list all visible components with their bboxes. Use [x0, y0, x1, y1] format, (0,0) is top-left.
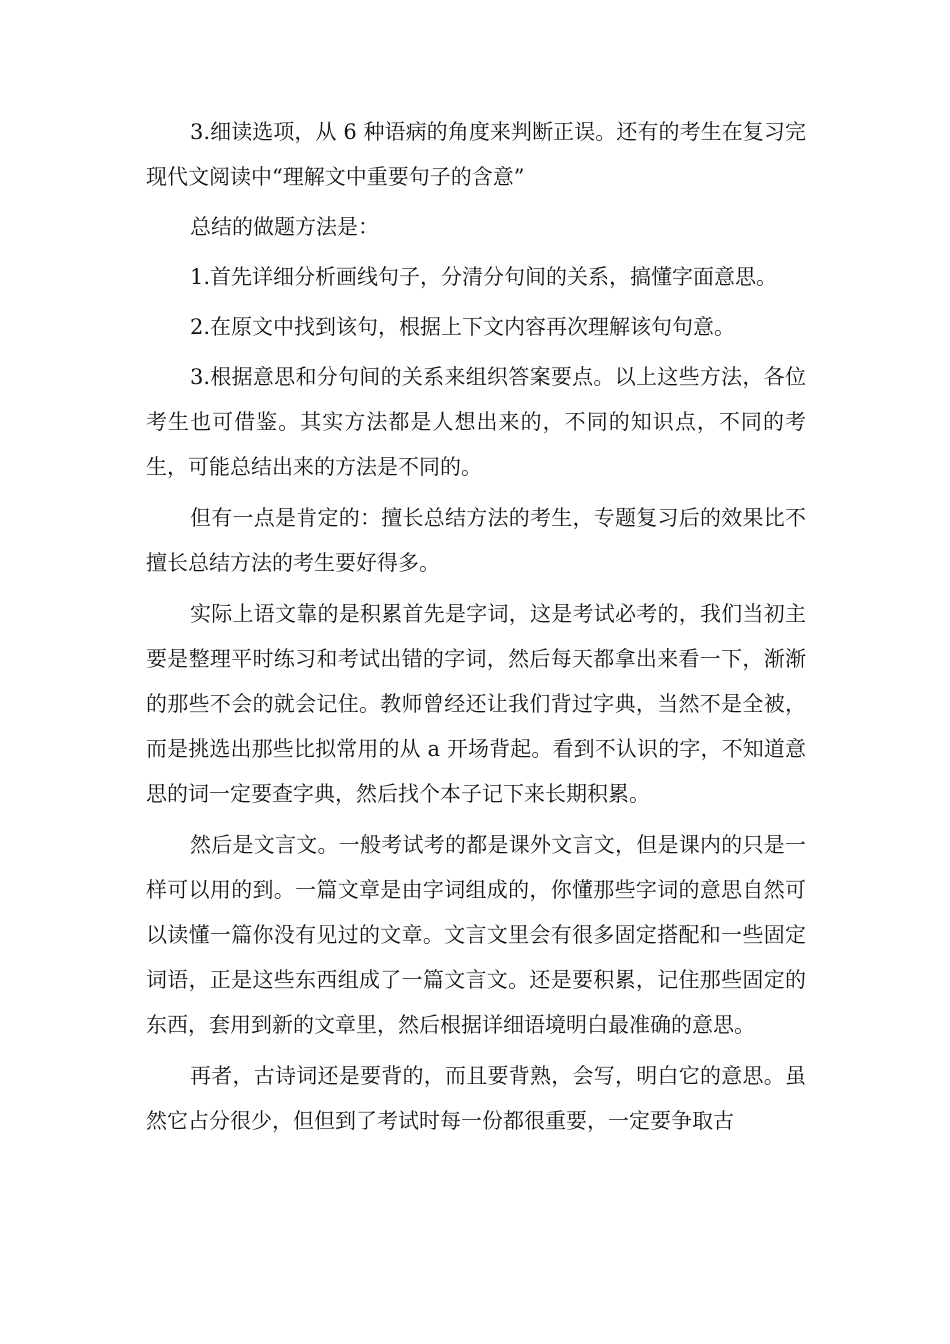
- paragraph-2: 总结的做题方法是：: [190, 215, 379, 239]
- paragraph-5: 3.根据意思和分句间的关系来组织答案要点。以上这些方法，各位考生也可借鉴。其实方法都是人想出来的，不同的知识点，不同的考生，可能总结出来的方法是不同的。: [146, 365, 806, 479]
- paragraph-6: 但有一点是肯定的：擅长总结方法的考生，专题复习后的效果比不擅长总结方法的考生要好得多。: [146, 506, 806, 575]
- document-body: [146, 110, 806, 1144]
- paragraph-4: 2.在原文中找到该句，根据上下文内容再次理解该句句意。: [190, 315, 736, 339]
- paragraph-7: 实际上语文靠的是积累首先是字词，这是考试必考的，我们当初主要是整理平时练习和考试出错的字词，然后每天都拿出来看一下，渐渐的那些不会的就会记住。教师曾经还让我们背过字典，当然不是全被，而是挑选出那些比拟常用的从 a 开场背起。看到不认识的字，不知道意思的词一定要查字典，然后找个本子记下来长期积累。: [146, 602, 806, 806]
- paragraph-1: 3.细读选项，从 6 种语病的角度来判断正误。还有的考生在复习完现代文阅读中“理解文中重要句子的含意”: [146, 120, 806, 189]
- paragraph-9: 再者，古诗词还是要背的，而且要背熟，会写，明白它的意思。虽然它占分很少，但但到了考试时每一份都很重要，一定要争取古: [146, 1064, 806, 1133]
- paragraph-8: 然后是文言文。一般考试考的都是课外文言文，但是课内的只是一样可以用的到。一篇文章是由字词组成的，你懂那些字词的意思自然可以读懂一篇你没有见过的文章。文言文里会有很多固定搭配和一些固定词语，正是这些东西组成了一篇文言文。还是要积累，记住那些固定的东西，套用到新的文章里，然后根据详细语境明白最准确的意思。: [146, 833, 806, 1037]
- paragraph-3: 1.首先详细分析画线句子，分清分句间的关系，搞懂字面意思。: [190, 265, 778, 289]
